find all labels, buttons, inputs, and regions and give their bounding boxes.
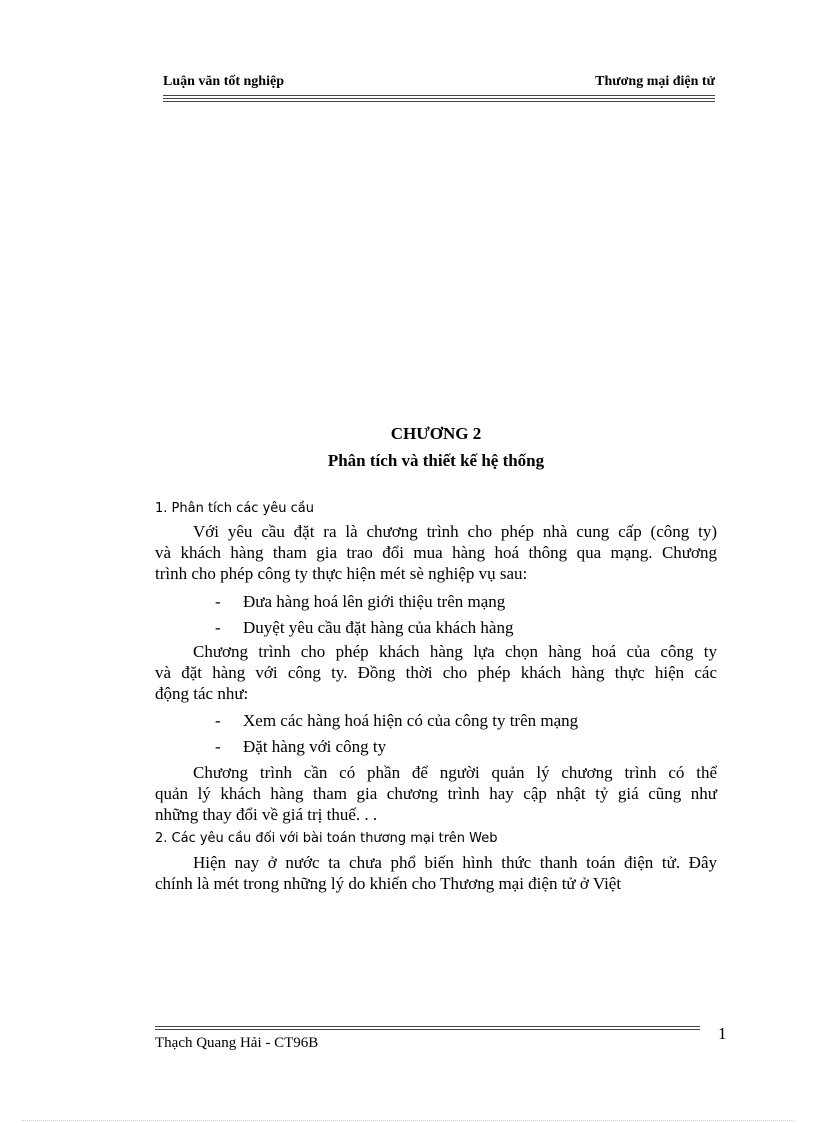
page-bottom-border (22, 1120, 794, 1121)
paragraph-line: trình cho phép công ty thực hiện mét sè nghiệp vụ sau: (155, 564, 528, 583)
paragraph-line: và đặt hàng với công ty. Đồng thời cho phép khách hàng thực hiện các (155, 663, 717, 682)
footer-author: Thạch Quang Hải - CT96B (155, 1035, 319, 1051)
page-header (163, 74, 715, 94)
paragraph-line: và khách hàng tham gia trao đổi mua hàng hoá thông qua mạng. Chương (155, 543, 717, 562)
paragraph-line: quản lý khách hàng tham gia chương trình hay cập nhật tỷ giá cũng như (155, 784, 717, 803)
footer-rule (155, 1029, 700, 1030)
bullet-dash: - (215, 737, 221, 756)
paragraph-intro (155, 521, 717, 584)
list-item (215, 711, 578, 731)
header-rule (163, 101, 715, 102)
paragraph-line: động tác như: (155, 684, 249, 703)
list-item (215, 737, 386, 757)
paragraph-line: Với yêu cầu đặt ra là chương trình cho phép nhà cung cấp (công ty) (193, 522, 717, 541)
header-rule (163, 95, 715, 96)
bullet-dash: - (215, 592, 221, 611)
list-item-text: Xem các hàng hoá hiện có của công ty trên mạng (243, 711, 579, 730)
paragraph-customer (155, 641, 717, 704)
paragraph-line: Chương trình cho phép khách hàng lựa chọn hàng hoá của công ty (193, 642, 717, 661)
list-item-text: Đưa hàng hoá lên giới thiệu trên mạng (243, 592, 506, 611)
paragraph-line: Hiện nay ở nước ta chưa phổ biến hình thức thanh toán điện tử. Đây (193, 853, 717, 872)
paragraph-line: Chương trình cần có phần để người quản lý chương trình có thể (193, 763, 717, 782)
list-item-text: Duyệt yêu cầu đặt hàng của khách hàng (243, 618, 514, 637)
list-item (215, 618, 513, 638)
section-heading-requirements: 1. Phân tích các yêu cầu (155, 501, 314, 516)
section-heading-web-commerce: 2. Các yêu cầu đối với bài toán thương mại trên Web (155, 831, 498, 846)
paragraph-payment (155, 852, 717, 894)
header-rule (163, 98, 715, 99)
header-thesis-label: Luận văn tốt nghiệp (163, 74, 284, 89)
header-subject-label: Thương mại điện tử (595, 74, 715, 89)
chapter-title: Phân tích và thiết kế hệ thống (327, 451, 545, 470)
list-item (215, 592, 505, 612)
footer-rule (155, 1026, 700, 1027)
paragraph-line: chính là mét trong những lý do khiến cho Thương mại điện tử ở Việt (155, 874, 622, 893)
paragraph-admin (155, 762, 717, 825)
bullet-dash: - (215, 711, 221, 730)
list-item-text: Đặt hàng với công ty (243, 737, 387, 756)
bullet-dash: - (215, 618, 221, 637)
page-number: 1 (718, 1024, 727, 1043)
paragraph-line: những thay đổi về giá trị thuế. . . (155, 805, 378, 824)
chapter-number: CHƯƠNG 2 (390, 424, 482, 443)
